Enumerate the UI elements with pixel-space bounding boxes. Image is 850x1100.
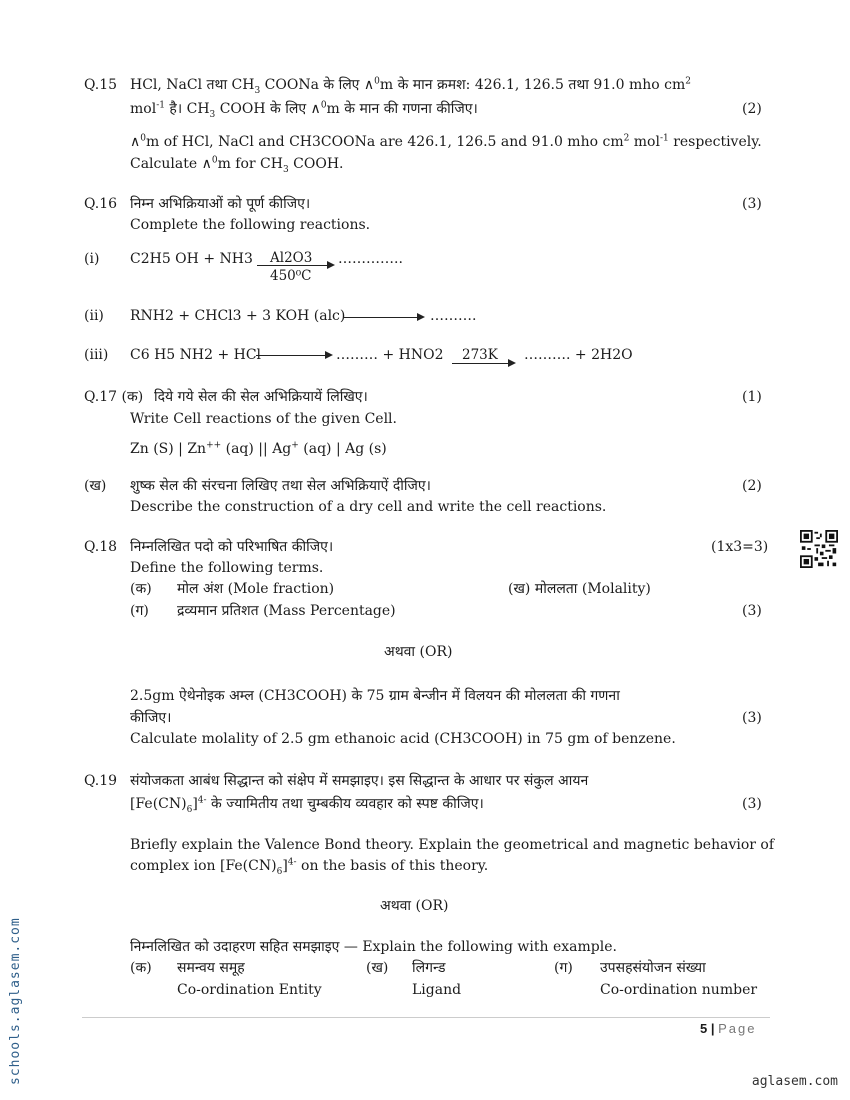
- watermark-text: schools.aglasem.com: [8, 917, 23, 1085]
- marks: (3): [742, 196, 762, 212]
- question-number: Q.16: [84, 196, 118, 212]
- reaction-label: (ii): [84, 308, 104, 324]
- question-text-english: complex ion $[Fe(CN)_6]^{4-}$ on the basis of this theory.: [130, 857, 489, 877]
- option-text-hindi: लिगन्ड: [412, 960, 446, 976]
- reaction-end: ………. + 2H2O: [524, 347, 633, 363]
- question-text-hindi: निम्न अभिक्रियाओं को पूर्ण कीजिए।: [130, 196, 311, 212]
- or-divider: अथवा (OR): [380, 898, 449, 914]
- question-text-hindi: HCl, NaCl तथा $CH_3$ COONa के लिए ∧$^0$m के मान क्रमश: 426.1, 126.5 तथा 91.0 mho $cm^2$: [130, 76, 691, 96]
- reaction-arrow: [256, 355, 331, 356]
- reaction-arrow: [452, 363, 514, 364]
- question-text-english: Define the following terms.: [130, 560, 324, 576]
- question-text-english: Calculate ∧$^0$m for $CH_3$ COOH.: [130, 155, 344, 175]
- option-text-hindi: समन्वय समूह: [177, 960, 245, 976]
- question-number: Q.17 (क): [84, 389, 144, 405]
- question-text-hindi: शुष्क सेल की संरचना लिखिए तथा सेल अभिक्रियाऐं दीजिए।: [130, 478, 431, 494]
- question-text-hindi: 2.5gm ऐथेनोइक अम्ल (CH3COOH) के 75 ग्राम बेन्जीन में विलयन की मोललता की गणना: [130, 688, 620, 704]
- reaction-arrow: [343, 317, 423, 318]
- marks: (2): [742, 101, 762, 117]
- option-label: (क): [130, 581, 152, 597]
- question-number: Q.15: [84, 77, 118, 93]
- or-divider: अथवा (OR): [384, 644, 453, 660]
- marks: (3): [742, 710, 762, 726]
- qr-code-icon: [800, 530, 838, 568]
- option-text: मोल अंश (Mole fraction): [177, 581, 335, 597]
- question-text-english: Complete the following reactions.: [130, 217, 371, 233]
- marks: (1x3=3): [711, 539, 769, 555]
- option-text: द्रव्यमान प्रतिशत (Mass Percentage): [177, 603, 396, 619]
- reaction-label: (i): [84, 251, 100, 267]
- question-text-hindi: दिये गये सेल की सेल अभिक्रियायें लिखिए।: [154, 389, 368, 405]
- page-number: 5 | Page: [700, 1021, 757, 1036]
- reaction-blank: ……….: [430, 308, 477, 324]
- question-text-english: Describe the construction of a dry cell and write the cell reactions.: [130, 499, 607, 515]
- option-text-english: Ligand: [412, 982, 462, 998]
- reaction-arrow: [257, 265, 333, 266]
- option-text-english: Co-ordination Entity: [177, 982, 322, 998]
- option-label: (क): [130, 960, 152, 976]
- marks: (3): [742, 603, 762, 619]
- question-text-english: ∧$^0$m of HCl, NaCl and CH3COONa are 426.1, 126.5 and 91.0 mho $cm^2$ mol$^{-1}$ respectively.: [130, 133, 762, 150]
- reaction-middle: ……… + HNO2: [336, 347, 444, 363]
- question-text-hindi: mol$^{-1}$ है। $CH_3$ COOH के लिए ∧$^0$m के मान की गणना कीजिए।: [130, 100, 478, 120]
- question-text-english: Briefly explain the Valence Bond theory. Explain the geometrical and magnetic behavior of: [130, 837, 775, 853]
- question-text-english: Write Cell reactions of the given Cell.: [130, 411, 397, 427]
- reaction-label: (iii): [84, 347, 109, 363]
- question-text-hindi: निम्नलिखित पदो को परिभाषित कीजिए।: [130, 539, 334, 555]
- question-text-hindi: संयोजकता आबंध सिद्धान्त को संक्षेप में समझाइए। इस सिद्धान्त के आधार पर संकुल आयन: [130, 773, 589, 789]
- question-text-hindi: कीजिए।: [130, 710, 172, 726]
- sub-question-label: (ख): [84, 478, 107, 494]
- option-label: (ग): [554, 960, 573, 976]
- question-text-hindi: $[Fe(CN)_6]^{4-}$ के ज्यामितीय तथा चुम्बकीय व्यवहार को स्पष्ट कीजिए।: [130, 795, 484, 815]
- option-text: (ख) मोललता (Molality): [508, 581, 651, 597]
- reaction-blank: …………..: [338, 251, 403, 267]
- option-text-english: Co-ordination number: [600, 982, 758, 998]
- question-text-bilingual: निम्नलिखित को उदाहरण सहित समझाइए — Explain the following with example.: [130, 939, 617, 955]
- reaction-lhs: C6 H5 NH2 + HCl: [130, 347, 262, 363]
- reaction-lhs: RNH2 + CHCl3 + 3 KOH (alc): [130, 308, 346, 324]
- reaction-condition-top: Al2O3: [270, 250, 313, 266]
- marks: (3): [742, 796, 762, 812]
- brand-text: aglasem.com: [751, 1074, 838, 1089]
- reaction-condition-top: 273K: [462, 347, 498, 363]
- footer-divider: [82, 1017, 770, 1018]
- option-label: (ख): [366, 960, 389, 976]
- marks: (2): [742, 478, 762, 494]
- option-label: (ग): [130, 603, 149, 619]
- question-number: Q.18: [84, 539, 118, 555]
- option-text-hindi: उपसहसंयोजन संख्या: [600, 960, 706, 976]
- question-number: Q.19: [84, 773, 118, 789]
- marks: (1): [742, 389, 762, 405]
- question-text-english: Calculate molality of 2.5 gm ethanoic acid (CH3COOH) in 75 gm of benzene.: [130, 731, 676, 747]
- cell-notation: Zn (S) | Zn++ (aq) || Ag+ (aq) | Ag (s): [130, 440, 387, 457]
- reaction-condition-bottom: 450⁰C: [270, 268, 312, 284]
- reaction-lhs: C2H5 OH + NH3: [130, 251, 253, 267]
